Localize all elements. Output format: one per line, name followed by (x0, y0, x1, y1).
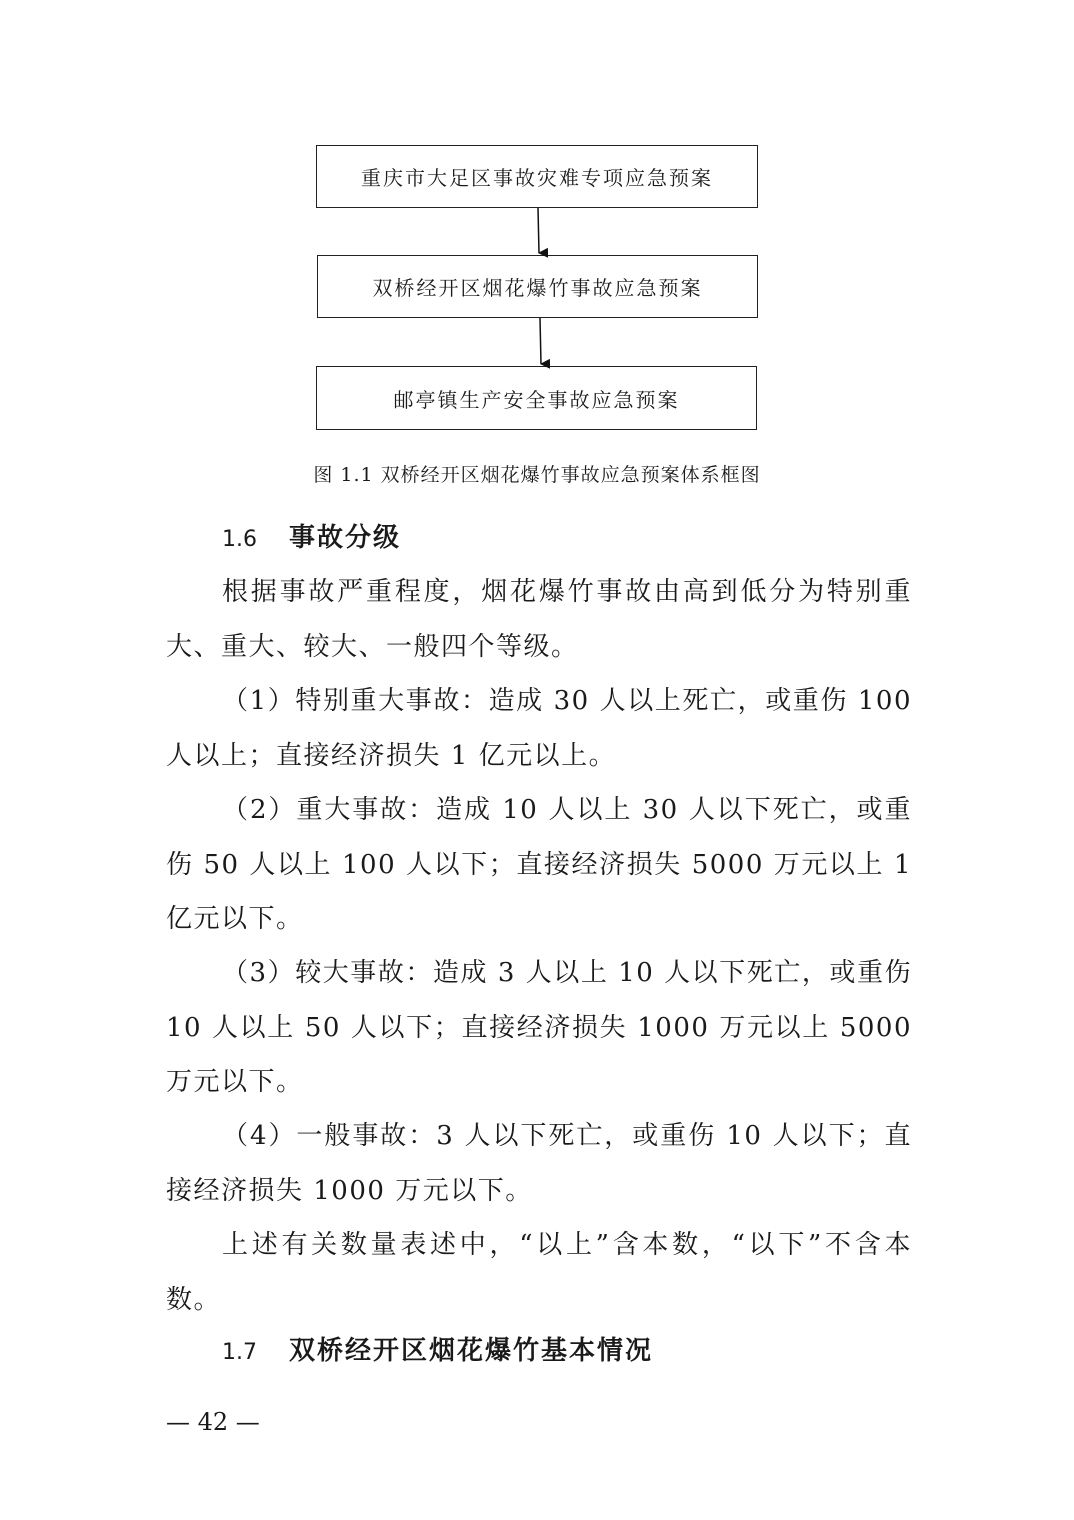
page-number: — 42 — (166, 1408, 260, 1436)
section-heading-1-7 (222, 1330, 653, 1367)
diagram-box-youting-plan: 邮亭镇生产安全事故应急预案 (316, 366, 757, 430)
paragraph-intro: 根据事故严重程度，烟花爆竹事故由高到低分为特别重大、重大、较大、一般四个等级。 (166, 577, 912, 662)
paragraph-level-4: （4）一般事故：3 人以下死亡，或重伤 10 人以下；直接经济损失 1000 万元以下。 (166, 1121, 912, 1206)
arrow-1 (538, 208, 539, 253)
section-number: 1.7 (222, 1340, 257, 1365)
section-title: 事故分级 (289, 523, 402, 553)
paragraph-note: 上述有关数量表述中，“以上”含本数，“以下”不含本数。 (166, 1230, 912, 1315)
section-heading-1-6 (222, 517, 401, 554)
arrow-2 (540, 318, 541, 364)
paragraph-level-3: （3）较大事故：造成 3 人以上 10 人以下死亡，或重伤 10 人以上 50 人以下；直接经济损失 1000 万元以上 5000 万元以下。 (166, 958, 912, 1097)
section-number: 1.6 (222, 527, 257, 552)
figure-caption: 图 1.1 双桥经开区烟花爆竹事故应急预案体系框图 (313, 464, 761, 486)
section-title: 双桥经开区烟花爆竹基本情况 (289, 1336, 654, 1366)
paragraph-level-2: （2）重大事故：造成 10 人以上 30 人以下死亡，或重伤 50 人以上 100 人以下；直接经济损失 5000 万元以上 1 亿元以下。 (166, 795, 912, 934)
diagram-box-district-plan: 重庆市大足区事故灾难专项应急预案 (316, 145, 758, 208)
paragraph-level-1: （1）特别重大事故：造成 30 人以上死亡，或重伤 100 人以上；直接经济损失 1 亿元以上。 (166, 686, 912, 771)
diagram-box-shuangqiao-plan: 双桥经开区烟花爆竹事故应急预案 (317, 255, 758, 318)
